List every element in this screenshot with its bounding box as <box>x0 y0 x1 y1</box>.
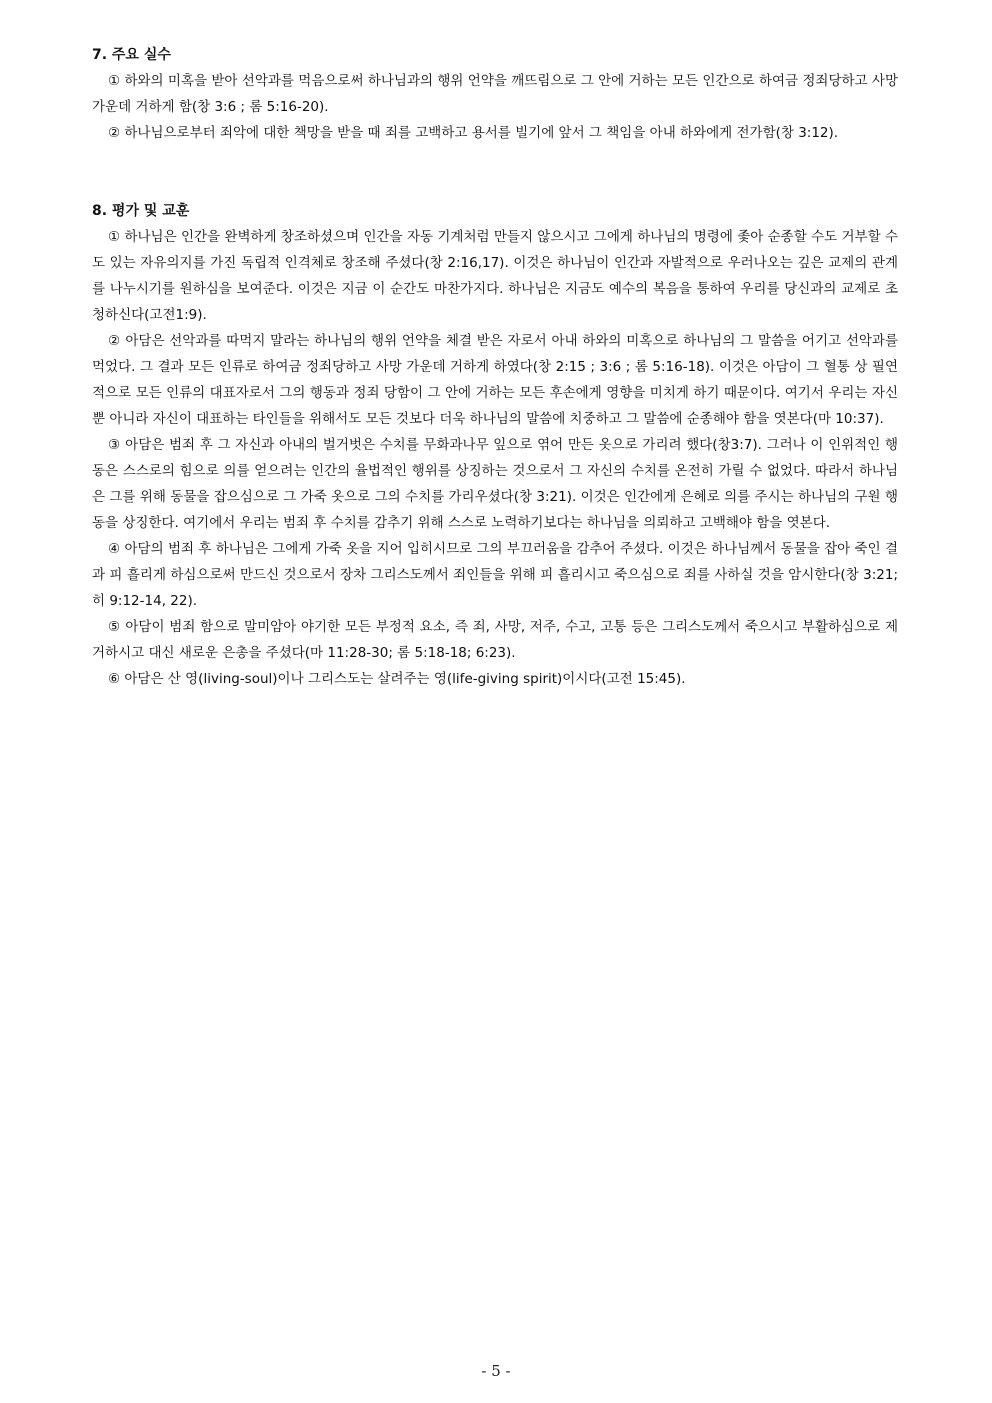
paragraph: ② 하나님으로부터 죄악에 대한 책망을 받을 때 죄를 고백하고 용서를 빌기에 앞서 그 책임을 아내 하와에게 전가함(창 3:12). <box>108 125 839 141</box>
paragraph: ⑥ 아담은 산 영(living-soul)이나 그리스도는 살려주는 영(life-giving spirit)이시다(고전 15:45). <box>108 671 686 687</box>
paragraph: ④ 아담의 범죄 후 하나님은 그에게 가죽 옷을 지어 입히시므로 그의 부끄러움을 감추어 주셨다. 이것은 하나님께서 동물을 잡아 죽인 결과 피 흘리게 하심으로써 만드신 것으로서 장차 그리스도께서 죄인들을 위해 피 흘리시고 죽으심으로 죄를 사하실 것을 암시한다(창 3:21; 히 9:12-14, 22). <box>92 541 898 609</box>
page-number: - 5 - <box>481 1362 511 1380</box>
paragraph: ② 아담은 선악과를 따먹지 말라는 하나님의 행위 언약을 체결 받은 자로서 아내 하와의 미혹으로 하나님의 그 말씀을 어기고 선악과를 먹었다. 그 결과 모든 인류로 하여금 정죄당하고 사망 가운데 거하게 하였다(창 2:15 ; 3:6 ; 롬 5:16-18). 이것은 아담이 그 혈통 상 필연적으로 모든 인류의 대표자로서 그의 행동과 정죄 당함이 그 안에 거하는 모든 후손에게 영향을 미치게 하기 때문이다. 여기서 우리는 자신뿐 아니라 자신이 대표하는 타인들을 위해서도 모든 것보다 더욱 하나님의 말씀에 치중하고 그 말씀에 순종해야 함을 엿본다(마 10:37). <box>92 333 898 427</box>
document-page <box>92 42 898 692</box>
paragraph: ③ 아담은 범죄 후 그 자신과 아내의 벌거벗은 수치를 무화과나무 잎으로 엮어 만든 옷으로 가리려 했다(창3:7). 그러나 이 인위적인 행동은 스스로의 힘으로 의를 얻으려는 인간의 율법적인 행위를 상징하는 것으로서 그 자신의 수치를 온전히 가릴 수 없었다. 따라서 하나님은 그를 위해 동물을 잡으심으로 그 가죽 옷으로 그의 수치를 가리우셨다(창 3:21). 이것은 인간에게 은혜로 의를 주시는 하나님의 구원 행동을 상징한다. 여기에서 우리는 범죄 후 수치를 감추기 위해 스스로 노력하기보다는 하나님을 의뢰하고 고백해야 함을 엿본다. <box>92 437 898 531</box>
section-evaluation-lessons <box>92 198 898 692</box>
paragraph: ⑤ 아담이 범죄 함으로 말미암아 야기한 모든 부정적 요소, 즉 죄, 사망, 저주, 수고, 고통 등은 그리스도께서 죽으시고 부활하심으로 제거하시고 대신 새로운 은총을 주셨다(마 11:28-30; 롬 5:18-18; 6:23). <box>92 619 898 661</box>
paragraph: ① 하나님은 인간을 완벽하게 창조하셨으며 인간을 자동 기계처럼 만들지 않으시고 그에게 하나님의 명령에 좇아 순종할 수도 거부할 수도 있는 자유의지를 가진 독립적 인격체로 창조해 주셨다(창 2:16,17). 이것은 하나님이 인간과 자발적으로 우러나오는 깊은 교제의 관계를 나누시기를 원하심을 보여준다. 이것은 지금 이 순간도 마찬가지다. 하나님은 지금도 예수의 복음을 통하여 우리를 당신과의 교제로 초청하신다(고전1:9). <box>92 229 898 323</box>
paragraph: ① 하와의 미혹을 받아 선악과를 먹음으로써 하나님과의 행위 언약을 깨뜨림으로 그 안에 거하는 모든 인간으로 하여금 정죄당하고 사망 가운데 거하게 함(창 3:6 ; 롬 5:16-20). <box>92 73 898 115</box>
section-heading: 7. 주요 실수 <box>92 47 171 63</box>
section-major-mistakes <box>92 42 898 146</box>
section-heading: 8. 평가 및 교훈 <box>92 203 190 219</box>
